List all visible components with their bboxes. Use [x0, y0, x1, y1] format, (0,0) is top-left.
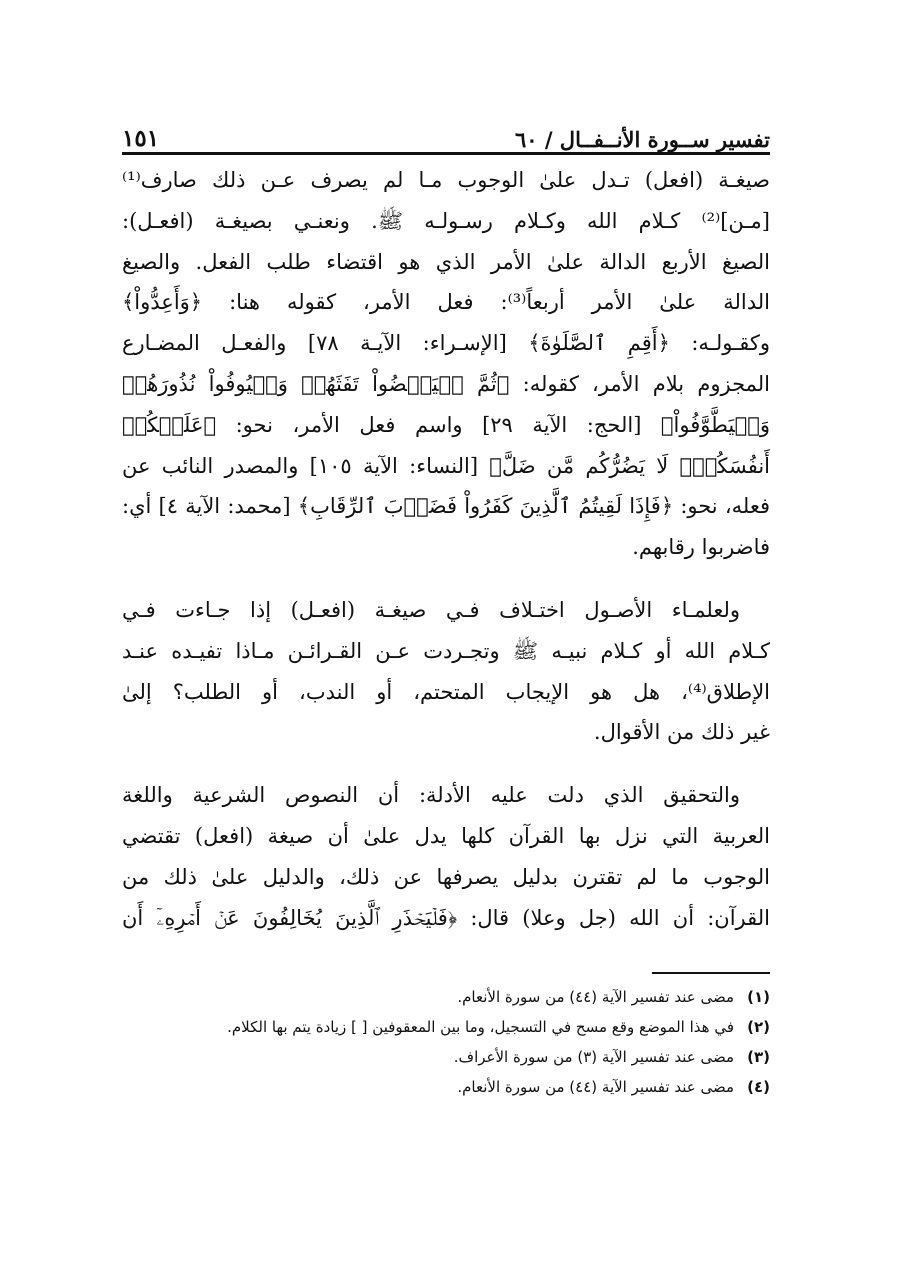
text-line: الوجوب ما لم تقترن بدليل يصرفها عن ذلك، والدليل علىٰ ذلك من — [122, 864, 770, 889]
text-line: العربية التي نزل بها القرآن كلها يدل علىٰ أن صيغة (افعل) تقتضي — [122, 823, 770, 848]
text-line: الصيغ الأربع الدالة علىٰ الأمر الذي هو اقتضاء طلب الفعل. والصيغ — [122, 249, 770, 274]
footnote-3 — [122, 1044, 770, 1070]
main-text — [122, 160, 770, 938]
footnote-4 — [122, 1074, 770, 1100]
paragraph-1 — [122, 160, 770, 568]
paragraph-3 — [122, 775, 770, 938]
text-line: والتحقيق الذي دلت عليه الأدلة: أن النصوص الشرعية واللغة — [122, 783, 740, 808]
footnote-text: مضى عند تفسير الآية (٣) من سورة الأعراف. — [453, 1048, 734, 1066]
footnote-2 — [122, 1014, 770, 1040]
text-line: أَنفُسَكُمۡۖ لَا يَضُرُّكُم مَّن ضَلَّ﴾ [النساء: الآية ١٠٥] والمصدر النائب عن — [122, 453, 770, 478]
footnote-separator — [652, 972, 770, 974]
text-line: صيغـة (افعل) تـدل علىٰ الوجوب مـا لم يصرف عـن ذلك صارف⁽¹⁾ — [122, 168, 770, 192]
running-title: تفسير ســورة الأنــفــال / ٦٠ — [514, 127, 770, 152]
footnote-number: (٢) — [747, 1018, 770, 1036]
header-rule — [122, 152, 770, 155]
footnote-number: (٣) — [747, 1048, 770, 1066]
text-line: القرآن: أن الله (جل وعلا) قال: ﴿فَلۡيَحۡذَرِ ٱلَّذِينَ يُخَالِفُونَ عَنۡ أَمۡرِهِۦٓ أَن — [122, 905, 770, 930]
text-line: غير ذلك من الأقوال. — [593, 720, 770, 745]
footnote-number: (١) — [747, 988, 770, 1006]
footnote-text: في هذا الموضع وقع مسح في التسجيل، وما بين المعقوفين [ ] زيادة يتم بها الكلام. — [227, 1018, 734, 1036]
text-line: وَلۡيَطَّوَّفُواْ﴾ [الحج: الآية ٢٩] واسم فعل الأمر، نحو: ﴿عَلَيۡكُمۡ — [122, 412, 770, 437]
text-line: الإطلاق⁽⁴⁾، هل هو الإيجاب المتحتم، أو الندب، أو الطلب؟ إلىٰ — [122, 679, 770, 704]
footnote-text: مضى عند تفسير الآية (٤٤) من سورة الأنعام. — [457, 1078, 734, 1096]
text-line: فاضربوا رقابهم. — [632, 535, 770, 560]
page-number: ١٥١ — [122, 125, 160, 152]
text-line: كـلام الله أو كـلام نبيـه ﷺ وتجـردت عـن القـرائـن مـاذا تفيـده عنـد — [122, 638, 770, 663]
footnote-number: (٤) — [747, 1078, 770, 1096]
text-line: الدالة علىٰ الأمر أربعاً⁽³⁾: فعل الأمر، كقوله هنا: ﴿وَأَعِدُّواْ﴾ — [122, 290, 770, 315]
text-line: ولعلمـاء الأصـول اختـلاف فـي صيغـة (افعـل) إذا جـاءت فـي — [122, 597, 740, 622]
page-header — [122, 108, 770, 152]
footnote-1 — [122, 984, 770, 1010]
footnotes — [122, 984, 770, 1104]
text-line: المجزوم بلام الأمر، كقوله: ﴿ثُمَّ لۡيَقۡضُواْ تَفَثَهُمۡ وَلۡيُوفُواْ نُذُورَهُمۡ — [122, 371, 770, 396]
footnote-text: مضى عند تفسير الآية (٤٤) من سورة الأنعام. — [457, 988, 734, 1006]
paragraph-2 — [122, 590, 770, 753]
text-line: فعله، نحو: ﴿فَإِذَا لَقِيتُمُ ٱلَّذِينَ كَفَرُواْ فَضَرۡبَ ٱلرِّقَابِ﴾ [محمد: الآية ٤] أي: — [122, 494, 770, 519]
text-line: [مـن]⁽²⁾ كـلام الله وكـلام رسـولـه ﷺ. ونعنـي بصيغـة (افعـل): — [122, 208, 770, 233]
text-line: وكقـولـه: ﴿أَقِمِ ٱلصَّلَوٰةَ﴾ [الإسـراء: الآيـة ٧٨] والفعـل المضـارع — [122, 331, 770, 356]
